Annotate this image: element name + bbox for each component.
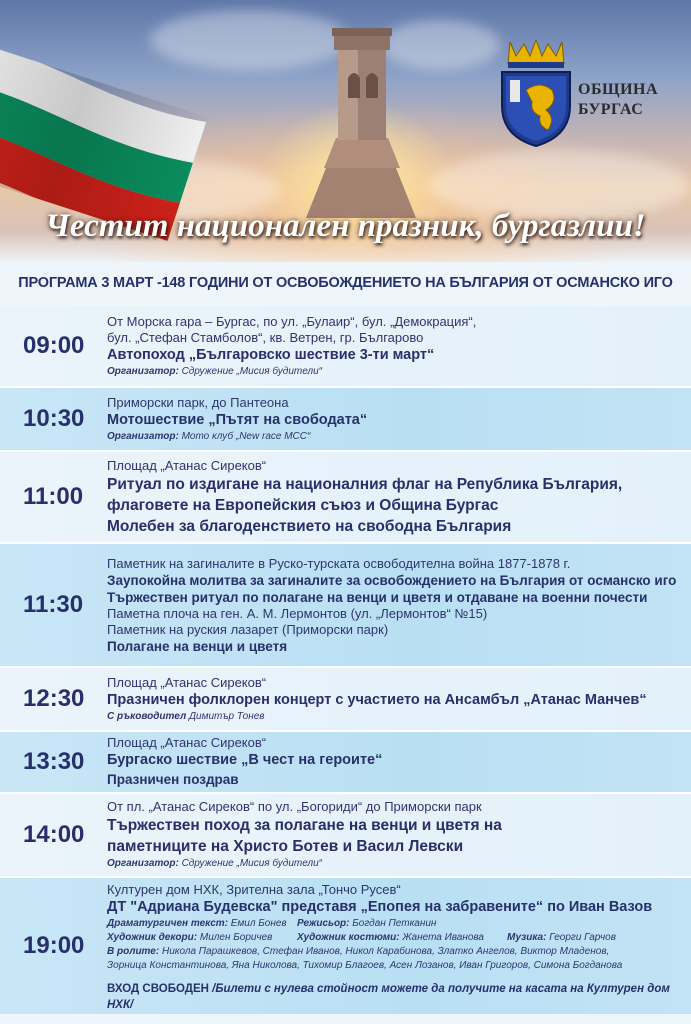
event-content (107, 799, 682, 871)
slogan-headline: Честит национален празник, бургазлии! (45, 208, 646, 244)
event-row-1100 (0, 450, 691, 542)
hero-banner (0, 0, 691, 262)
program-list (0, 306, 691, 1014)
credits-line-1: Драматургичен текст: Емил Бонев Режисьор: Богдан Петканин (107, 917, 437, 929)
event-location: Площад „Атанас Сиреков“ (107, 674, 267, 690)
event-time: 11:30 (23, 591, 84, 618)
event-content (107, 395, 682, 444)
event-row-0900 (0, 306, 691, 386)
event-location: Паметна плоча на ген. А. М. Лермонтов (ул. „Лермонтов“ №15) (107, 605, 488, 621)
event-row-1230 (0, 666, 691, 730)
free-entry-note: ВХОД СВОБОДЕН /Билети с нулева стойност можете да получите на касата на Културен дом НХК/ (107, 982, 670, 1011)
event-location: Паметник на загиналите в Руско-турската освободителна война 1877-1878 г. (107, 555, 571, 571)
event-title: Тържествен поход за полагане на венци и цветя на (107, 817, 502, 834)
event-organizer: Организатор: Мото клуб „New race MCC“ (107, 430, 311, 442)
event-title: Молебен за благоденствието на свободна България (107, 517, 512, 535)
burgas-coat-of-arms-icon (496, 36, 576, 148)
event-content (107, 556, 682, 655)
event-content (107, 314, 682, 379)
event-title: Празничен фолклорен концерт с участието на Ансамбъл „Атанас Манчев“ (107, 691, 647, 708)
event-title: Автопоход „Българовско шествие 3-ти март“ (107, 346, 435, 363)
event-time: 11:00 (23, 483, 84, 510)
event-time: 10:30 (23, 405, 85, 432)
event-time: 09:00 (23, 332, 85, 359)
event-location: Приморски парк, до Пантеона (107, 394, 289, 410)
event-organizer: Организатор: Сдружение „Мисия будители“ (107, 365, 322, 377)
event-content (107, 735, 682, 789)
shipka-monument-icon (296, 18, 426, 218)
municipality-name (578, 80, 658, 120)
event-title: паметниците на Христо Ботев и Васил Левски (107, 838, 464, 855)
event-title: ДТ "Адриана Будевска" представя „Епопея на забравените“ по Иван Вазов (107, 898, 653, 915)
credits-cast-continued: Зорница Константинова, Яна Николова, Тихомир Благоев, Асен Лозанов, Иван Григоров, Симона Богданова (107, 959, 623, 971)
event-location: Площад „Атанас Сиреков“ (107, 457, 267, 473)
event-content (107, 882, 682, 1013)
logo-line-1: ОБЩИНА (578, 81, 659, 98)
event-location: Паметник на руския лазарет (Приморски парк) (107, 621, 389, 637)
event-row-1400 (0, 792, 691, 876)
event-location: От Морска гара – Бургас, по ул. „Булаир“, бул. „Демокрация“, (107, 313, 477, 329)
event-subtitle: Празничен поздрав (107, 772, 239, 787)
event-row-1130 (0, 542, 691, 666)
event-time: 13:30 (23, 748, 85, 775)
event-time: 19:00 (23, 932, 85, 959)
event-time: 14:00 (23, 821, 85, 848)
credits-cast: В ролите: Никола Парашкевов, Стефан Иванов, Никол Карабинова, Златко Ангелов, Виктор Младенов, (107, 945, 610, 957)
event-title: флаговете на Европейския съюз и Община Бургас (107, 496, 499, 514)
event-title: Тържествен ритуал по полагане на венци и цветя и отдаване на военни почести (107, 589, 648, 605)
event-title: Заупокойна молитва за загиналите за освобождението на България от османско иго (107, 572, 677, 588)
event-row-1900 (0, 876, 691, 1014)
event-title: Полагане на венци и цветя (107, 638, 288, 654)
event-time: 12:30 (23, 685, 85, 712)
event-organizer: Организатор: Сдружение „Мисия будители“ (107, 858, 322, 869)
event-location: Площад „Атанас Сиреков“ (107, 735, 267, 750)
program-title: ПРОГРАМА 3 МАРТ -148 ГОДИНИ ОТ ОСВОБОЖДЕНИЕТО НА БЪЛГАРИЯ ОТ ОСМАНСКО ИГО (18, 275, 673, 291)
event-content (107, 675, 682, 724)
event-location: От пл. „Атанас Сиреков“ по ул. „Богориди“ до Приморски парк (107, 799, 482, 814)
event-credits (107, 917, 682, 973)
event-title: Мотошествие „Пътят на свободата“ (107, 411, 368, 428)
event-content (107, 458, 682, 537)
event-location: бул. „Стефан Стамболов“, кв. Ветрен, гр. Българово (107, 329, 424, 345)
event-title: Бургаско шествие „В чест на героите“ (107, 752, 383, 768)
event-row-1330 (0, 730, 691, 792)
event-row-1030 (0, 386, 691, 450)
logo-line-2: БУРГАС (578, 101, 644, 118)
event-title: Ритуал по издигане на националния флаг на Република България, (107, 475, 623, 493)
event-organizer: С ръководител Димитър Тонев (107, 710, 265, 722)
credits-line-2: Художник декори: Милен Боричев Художник костюми: Жанета Иванова Музика: Георги Гарчов (107, 931, 616, 943)
event-location: Културен дом НХК, Зрителна зала „Тончо Русев“ (107, 881, 401, 897)
